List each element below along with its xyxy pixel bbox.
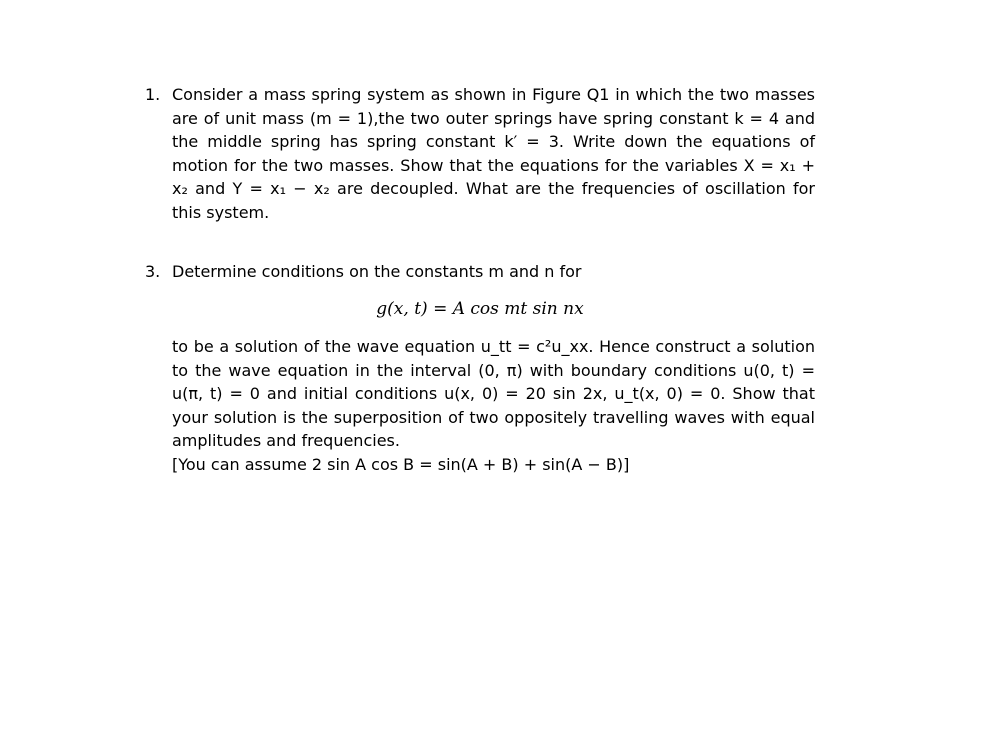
- text-line: amplitudes and frequencies.: [172, 431, 400, 450]
- text-line: to the wave equation in the interval (0, π) with boundary conditions u(0, t) =: [172, 360, 815, 380]
- text-line: to be a solution of the wave equation u_tt = c²u_xx. Hence construct a solution: [172, 337, 815, 356]
- text-line: u(π, t) = 0 and initial conditions u(x, 0) = 20 sin 2x, u_t(x, 0) = 0. Show that: [172, 384, 815, 403]
- text-line: middle spring has spring constant k′ = 3. Write down the equations of motion: [172, 132, 816, 175]
- question-number: 3.: [145, 262, 161, 281]
- hint-text: [You can assume 2 sin A cos B = sin(A + B) + sin(A − B)]: [172, 454, 630, 474]
- text-line: Y = x₁ − x₂ are decoupled. What are the frequencies of oscillation for this system.: [172, 179, 815, 222]
- question-3: [145, 260, 815, 476]
- question-text: [172, 83, 815, 224]
- question-body: [172, 260, 815, 476]
- question-number: 1.: [145, 85, 161, 104]
- display-equation: g(x, t) = A cos mt sin nx: [376, 298, 584, 319]
- text-line: for the two masses. Show that the equations for the variables X = x₁ + x₂ and: [172, 155, 815, 198]
- display-equation-block: [145, 298, 815, 322]
- question-intro: Determine conditions on the constants m and n for: [172, 262, 582, 281]
- text-line: of unit mass (m = 1),the two outer springs have spring constant k = 4 and the: [172, 108, 815, 151]
- question-1: [145, 83, 815, 224]
- text-line: Consider a mass spring system as shown in Figure Q1 in which the two masses are: [172, 85, 815, 128]
- question-body: [172, 83, 815, 224]
- question-text: [172, 335, 815, 453]
- text-line: your solution is the superposition of two oppositely travelling waves with equal: [172, 407, 815, 427]
